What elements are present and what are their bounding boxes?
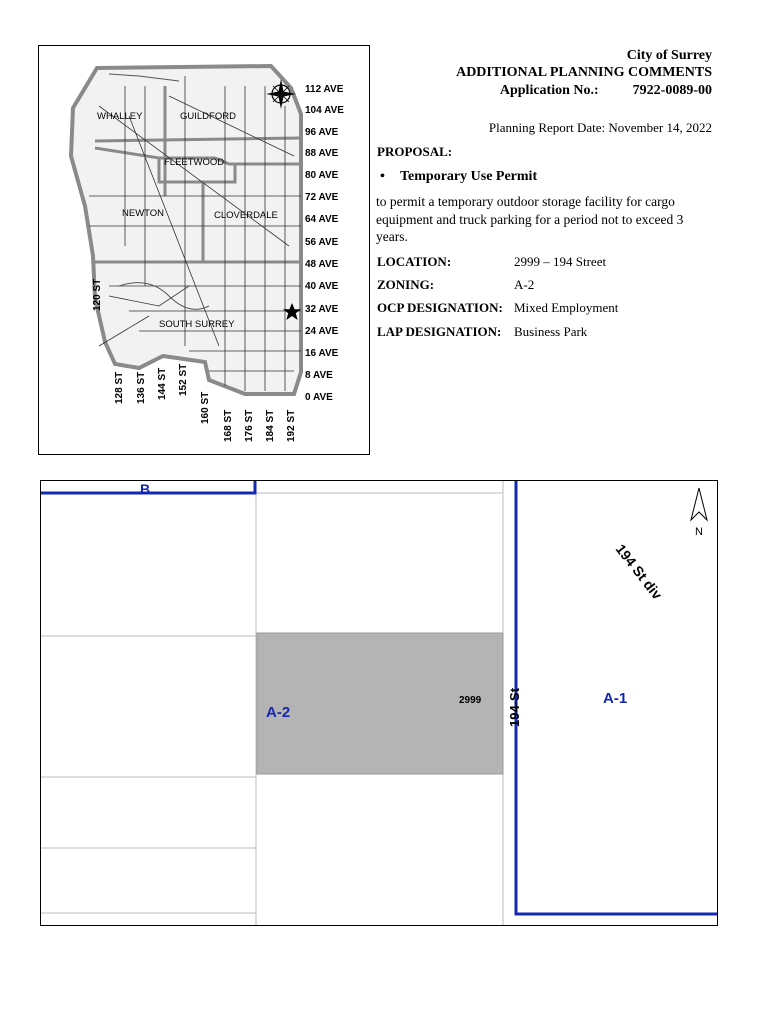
area-label-newton: NEWTON [122,208,165,219]
zoning-value: A-2 [514,277,535,292]
street-label: 120 ST [92,278,103,311]
proposal-item [380,169,537,185]
street-label: 152 ST [178,363,189,396]
avenue-label: 64 AVE [305,214,339,225]
proposal-description: to permit a temporary outdoor storage facility for cargo equipment and truck parking for a period not to exceed 3 years. [376,194,684,244]
street-label-194: 194-St [507,687,522,727]
zone-label-east: A-1 [603,690,628,707]
bullet-icon: • [380,169,385,184]
zoning-label: ZONING: [377,277,435,292]
city-name: City of Surrey [626,48,712,63]
street-label: 176 ST [244,409,255,442]
avenue-label: 0 AVE [305,392,333,403]
lap-designation-label: LAP DESIGNATION: [377,324,502,339]
lap-designation-value: Business Park [514,324,588,339]
location-label: LOCATION: [377,254,452,269]
ocp-designation-label: OCP DESIGNATION: [377,300,503,315]
area-label-south-surrey: SOUTH SURREY [159,319,235,330]
area-label-whalley: WHALLEY [97,111,143,122]
avenue-label: 8 AVE [305,370,333,381]
avenue-label: 80 AVE [305,170,339,181]
avenue-label: 40 AVE [305,281,339,292]
avenue-label: 72 AVE [305,192,339,203]
application-label: Application No.: [499,83,599,98]
site-map [40,480,718,926]
avenue-label: 32 AVE [305,304,339,315]
site-map-graphic [41,481,718,926]
zone-label-top: B [140,481,151,497]
proposal-item-text: Temporary Use Permit [400,169,538,184]
street-label: 128 ST [114,371,125,404]
avenue-labels [305,84,344,403]
zone-label-west: A-2 [266,704,291,721]
north-arrow-icon [691,488,707,538]
proposal-label: PROPOSAL: [377,144,453,159]
street-diversion-label: 194 St div [612,540,666,603]
ocp-designation-value: Mixed Employment [514,300,619,315]
area-label-fleetwood: FLEETWOOD [164,157,225,168]
location-value: 2999 – 194 Street [514,254,607,269]
area-label-cloverdale: CLOVERDALE [214,210,278,221]
avenue-label: 16 AVE [305,348,339,359]
avenue-label: 24 AVE [305,326,339,337]
street-label: 144 ST [157,367,168,400]
avenue-label: 56 AVE [305,237,339,248]
key-map-graphic [39,46,371,456]
document-title: ADDITIONAL PLANNING COMMENTS [456,65,712,80]
application-number: 7922-0089-00 [632,83,712,98]
avenue-label: 104 AVE [305,105,344,116]
avenue-label: 48 AVE [305,259,339,270]
avenue-label: 112 AVE [305,84,344,95]
street-label: 184 ST [265,409,276,442]
street-label: 136 ST [136,371,147,404]
north-label: N [695,526,703,538]
area-label-guildford: GUILDFORD [180,111,236,122]
street-label: 168 ST [223,409,234,442]
street-label: 192 ST [286,409,297,442]
street-label: 160 ST [200,391,211,424]
application-number-row [500,82,712,99]
key-map [38,45,370,455]
avenue-label: 88 AVE [305,148,339,159]
report-date: Planning Report Date: November 14, 2022 [488,120,712,135]
lot-number: 2999 [459,695,482,706]
avenue-label: 96 AVE [305,127,339,138]
